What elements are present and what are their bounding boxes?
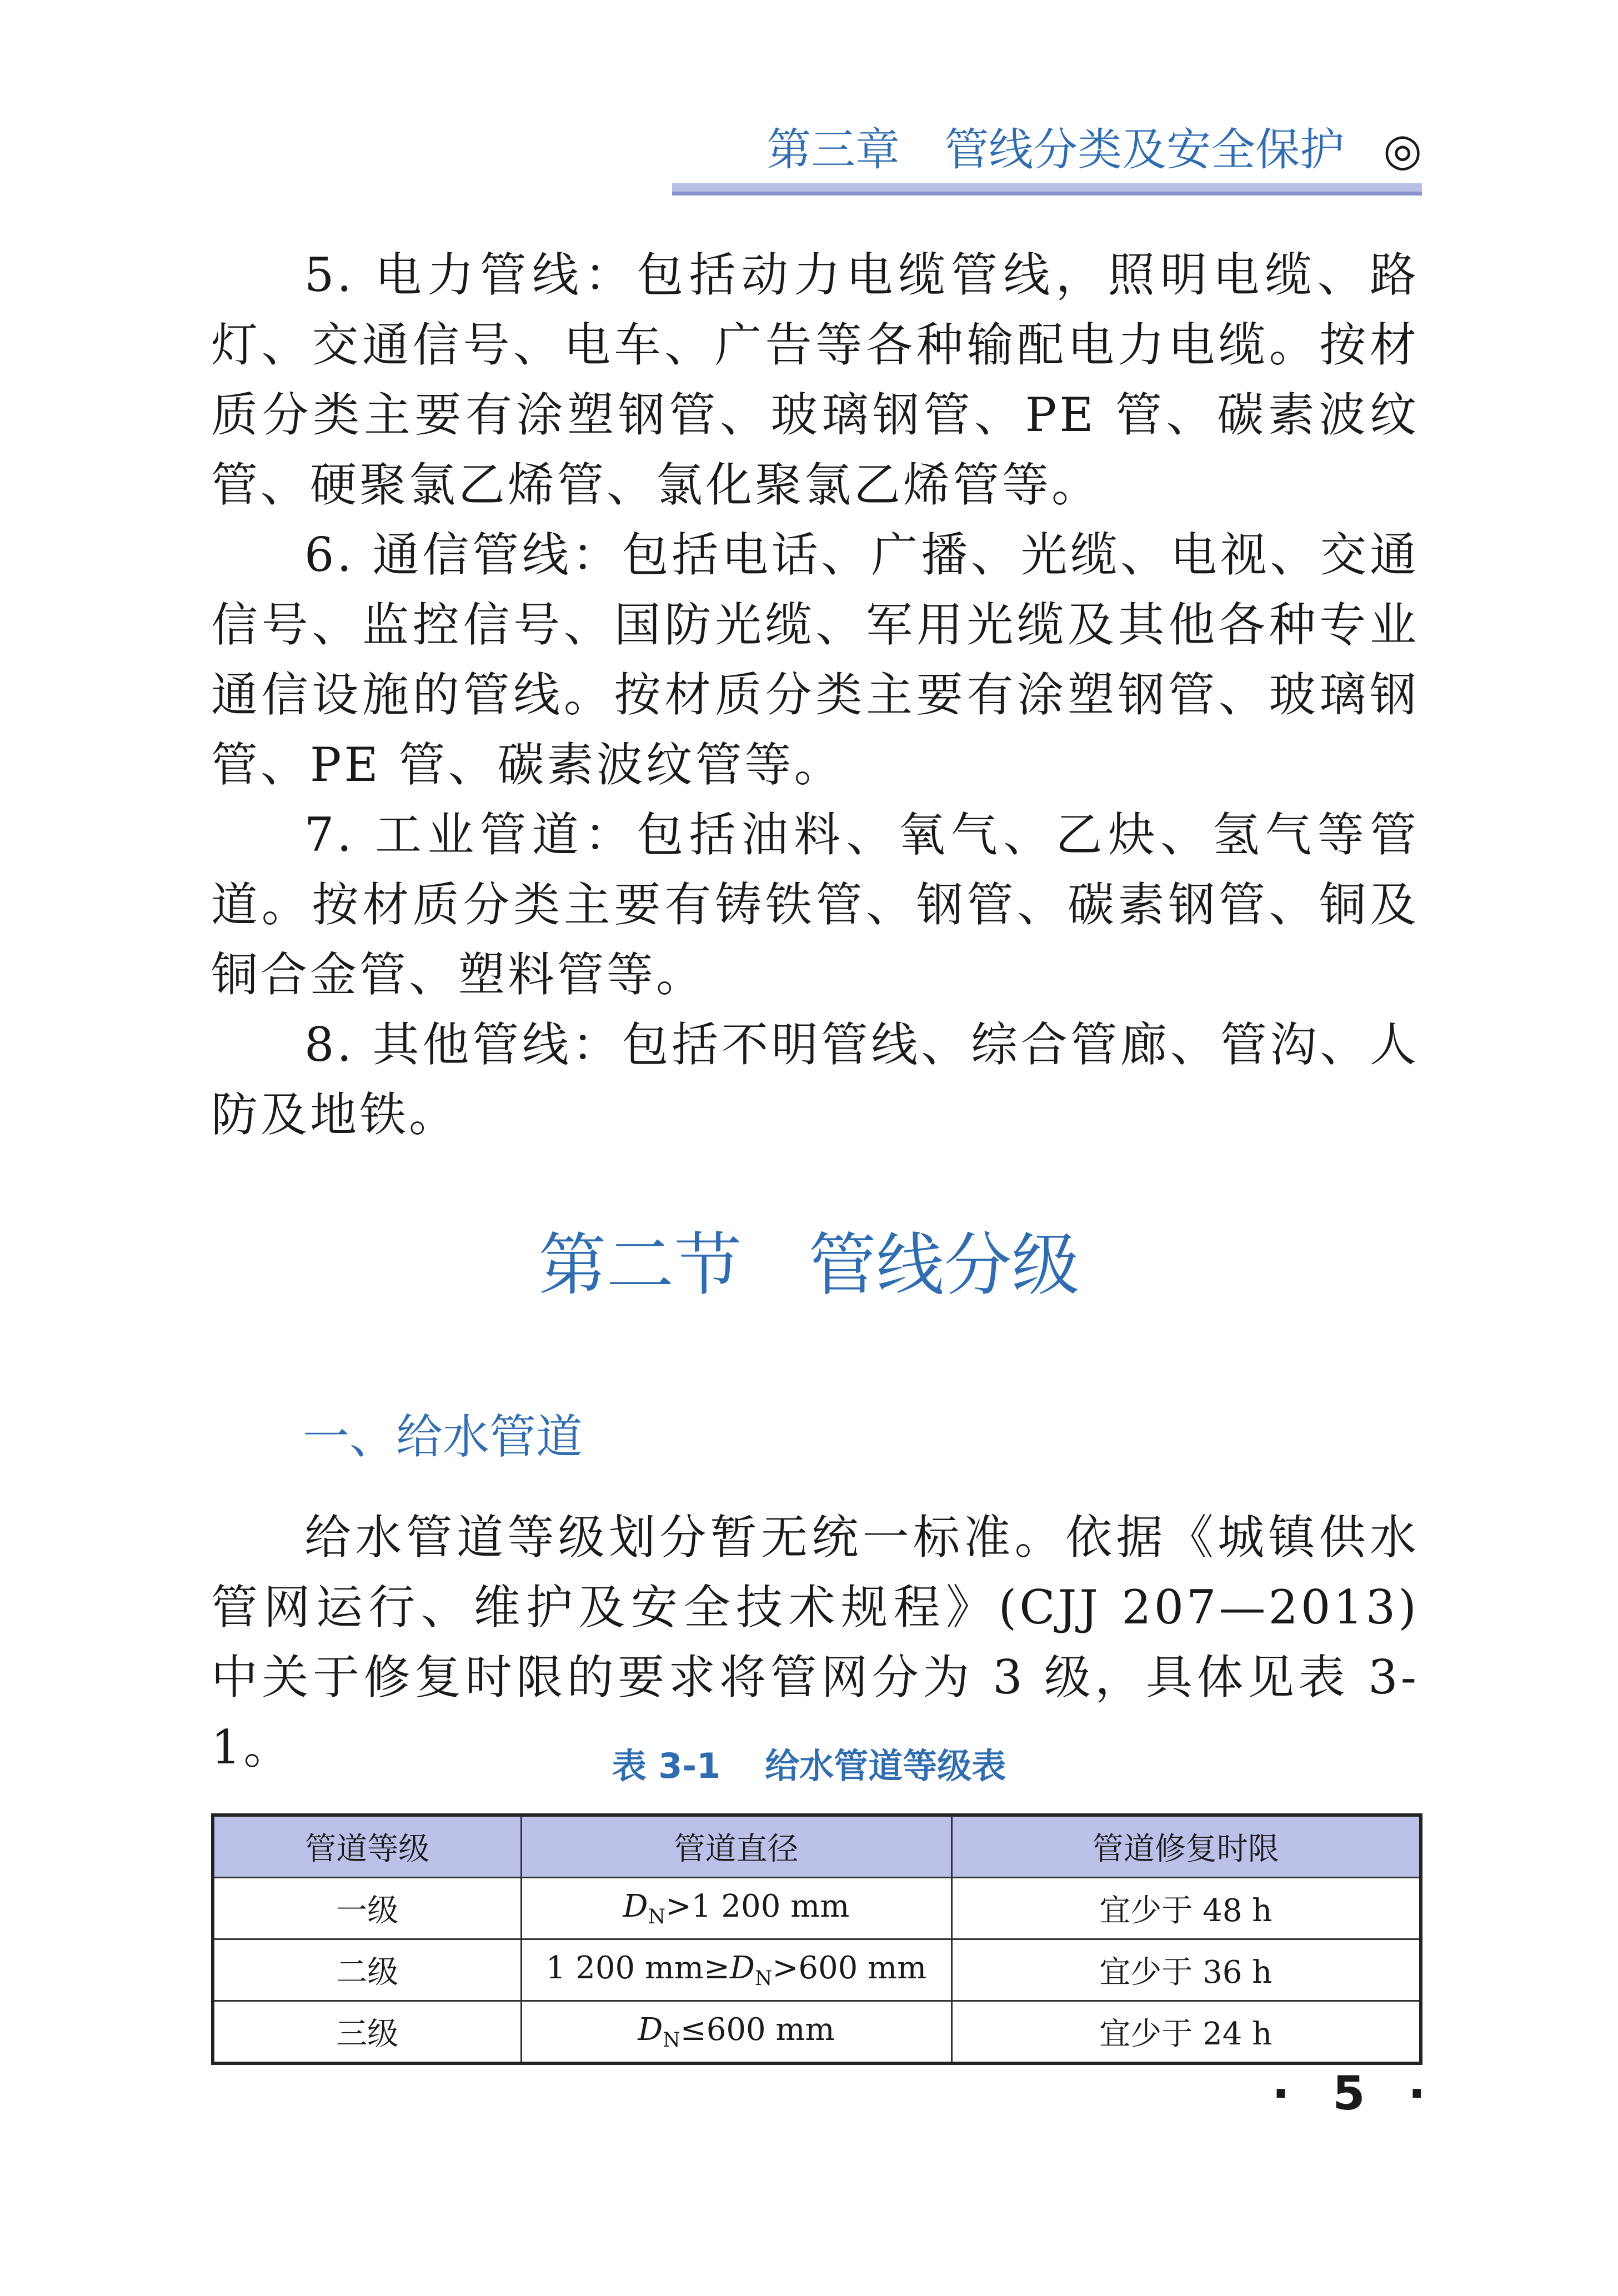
chapter-number: 第三章: [767, 124, 900, 176]
running-head: [672, 114, 1422, 178]
table-row: [213, 1939, 1421, 2001]
paragraph-industrial-pipes: 7. 工业管道：包括油料、氧气、乙炔、氢气等管道。按材质分类主要有铸铁管、钢管、碳素钢管、铜及铜合金管、塑料管等。: [211, 808, 1419, 1002]
pipe-grade-table: [211, 1813, 1422, 2065]
grade-cell: 三级: [213, 2001, 521, 2064]
paragraph-water-supply-intro: 给水管道等级划分暂无统一标准。依据《城镇供水管网运行、维护及安全技术规程》(CJJ 207—2013)中关于修复时限的要求将管网分为 3 级，具体见表 3-1。: [211, 1510, 1419, 1774]
repair-limit-cell: 宜少于 24 h: [951, 2001, 1421, 2064]
diameter-cell: 1 200 $mm\ge D_N>600$ mm: [521, 1939, 951, 2001]
table-caption-number: 表 3-1: [612, 1746, 721, 1786]
repair-limit-cell: 宜少于 48 h: [951, 1878, 1421, 1939]
diameter-cell: $D_N\le 600$ mm: [521, 2001, 951, 2064]
grade-cell: 二级: [213, 1939, 521, 2001]
double-circle-icon: ◎: [1383, 124, 1422, 176]
body-text-top: [211, 240, 1419, 1150]
paragraph-other-lines: 8. 其他管线：包括不明管线、综合管廊、管沟、人防及地铁。: [211, 1017, 1419, 1142]
table-header-row: [213, 1815, 1421, 1878]
diameter-cell: $D_N>1$ 200 mm: [521, 1878, 951, 1939]
paragraph-power-lines: 5. 电力管线：包括动力电缆管线，照明电缆、路灯、交通信号、电车、广告等各种输配电力电缆。按材质分类主要有涂塑钢管、玻璃钢管、PE 管、碳素波纹管、硬聚氯乙烯管、氯化聚氯乙烯管等。: [211, 248, 1419, 512]
table-header-cell: 管道等级: [213, 1815, 521, 1878]
subsection-title: 一、给水管道: [303, 1410, 583, 1464]
section-number: 第二节: [538, 1226, 742, 1305]
table-row: [213, 2001, 1421, 2064]
table-header-cell: 管道直径: [521, 1815, 951, 1878]
table-row: [213, 1878, 1421, 1939]
page-number: · 5 ·: [1272, 2066, 1439, 2120]
section-title: [0, 1211, 1618, 1308]
table-caption-title: 给水管道等级表: [765, 1746, 1006, 1786]
paragraph-communication-lines: 6. 通信管线：包括电话、广播、光缆、电视、交通信号、监控信号、国防光缆、军用光缆及其他各种专业通信设施的管线。按材质分类主要有涂塑钢管、玻璃钢管、PE 管、碳素波纹管等。: [211, 528, 1419, 792]
chapter-title: 管线分类及安全保护: [944, 124, 1345, 176]
table-header-cell: 管道修复时限: [951, 1815, 1421, 1878]
table-caption: [0, 1738, 1618, 1788]
repair-limit-cell: 宜少于 36 h: [951, 1939, 1421, 2001]
section-name: 管线分级: [808, 1226, 1080, 1305]
grade-cell: 一级: [213, 1878, 521, 1939]
header-rule: [672, 183, 1422, 195]
